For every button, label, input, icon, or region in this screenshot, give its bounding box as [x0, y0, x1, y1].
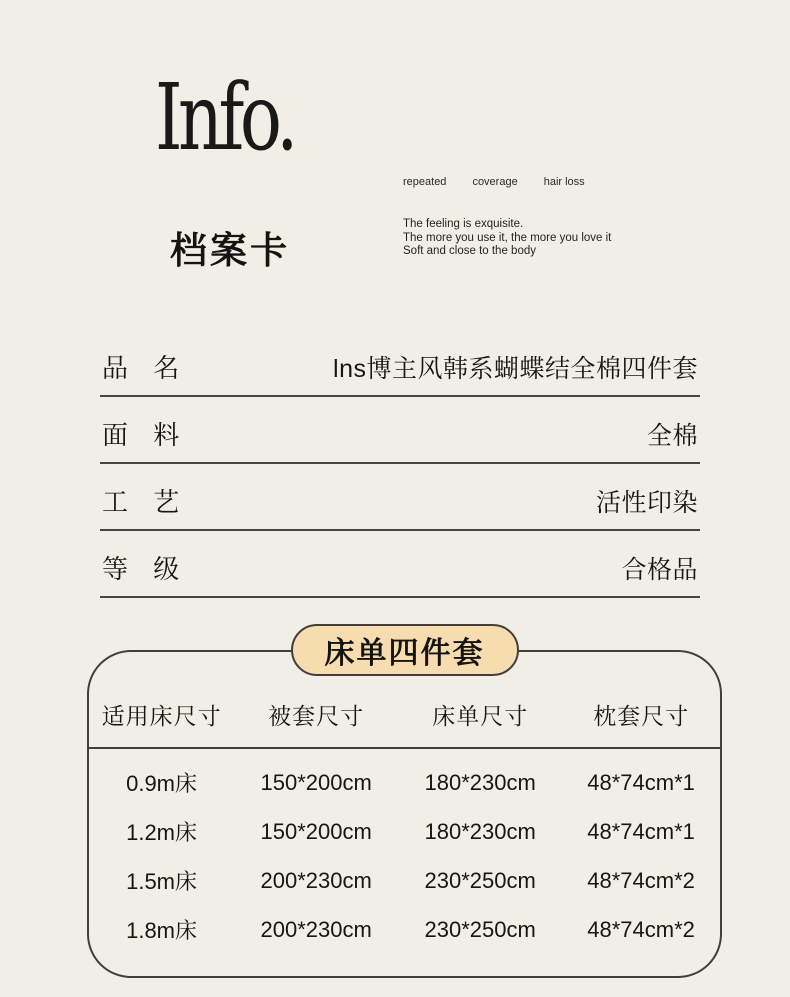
size-table-title-badge: 床单四件套: [291, 624, 519, 676]
cell-pillowcase-size: 48*74cm*2: [587, 867, 695, 893]
cell-duvet-size: 150*200cm: [260, 818, 372, 844]
feature-tag: coverage: [472, 176, 518, 188]
cell-sheet-size: 230*250cm: [424, 916, 536, 942]
spec-value: lns博主风韩系蝴蝶结全棉四件套: [333, 355, 698, 383]
spec-label: 品 名: [102, 353, 181, 383]
spec-label: 工 艺: [102, 487, 181, 517]
brand-logo: Info.: [155, 64, 294, 171]
cell-pillowcase-size: 48*74cm*1: [587, 769, 695, 795]
cell-sheet-size: 230*250cm: [424, 867, 536, 893]
table-row: [89, 758, 720, 807]
size-table-body: [89, 749, 720, 954]
spec-row-grade: [100, 531, 700, 598]
cell-duvet-size: 150*200cm: [260, 769, 372, 795]
cell-bed-size: 1.2m床: [126, 820, 198, 845]
feature-tags: [403, 176, 585, 188]
cell-bed-size: 1.8m床: [126, 918, 198, 943]
spec-value: 活性印染: [595, 489, 698, 517]
cell-bed-size: 1.5m床: [126, 869, 198, 894]
column-header-pillowcase-size: 枕套尺寸: [593, 703, 690, 729]
tagline-line: The more you use it, the more you love it: [403, 231, 612, 244]
tagline-line: The feeling is exquisite.: [403, 218, 524, 230]
cell-pillowcase-size: 48*74cm*1: [587, 818, 695, 844]
cell-pillowcase-size: 48*74cm*2: [587, 916, 695, 942]
cell-sheet-size: 180*230cm: [424, 769, 536, 795]
feature-tag: repeated: [403, 176, 447, 188]
cell-sheet-size: 180*230cm: [424, 818, 536, 844]
spec-label: 面 料: [102, 420, 181, 450]
table-row: [89, 807, 720, 856]
feature-tag: hair loss: [543, 176, 585, 188]
tagline-line: Soft and close to the body: [403, 245, 536, 257]
cell-duvet-size: 200*230cm: [260, 916, 372, 942]
table-row: [89, 856, 720, 905]
spec-row-fabric: [100, 397, 700, 464]
spec-list: [100, 330, 700, 598]
spec-row-craft: [100, 464, 700, 531]
column-header-sheet-size: 床单尺寸: [432, 703, 529, 729]
tagline: [403, 218, 611, 259]
spec-value: 合格品: [621, 556, 698, 584]
spec-label: 等 级: [102, 554, 181, 584]
cell-duvet-size: 200*230cm: [260, 867, 372, 893]
table-row: [89, 905, 720, 954]
column-header-duvet-size: 被套尺寸: [268, 703, 365, 729]
size-table-card: [87, 637, 722, 978]
spec-row-product-name: [100, 330, 700, 397]
card-title: 档案卡: [170, 230, 290, 271]
spec-value: 全棉: [646, 422, 698, 450]
column-header-bed-size: 适用床尺寸: [101, 703, 222, 729]
cell-bed-size: 0.9m床: [126, 771, 198, 796]
